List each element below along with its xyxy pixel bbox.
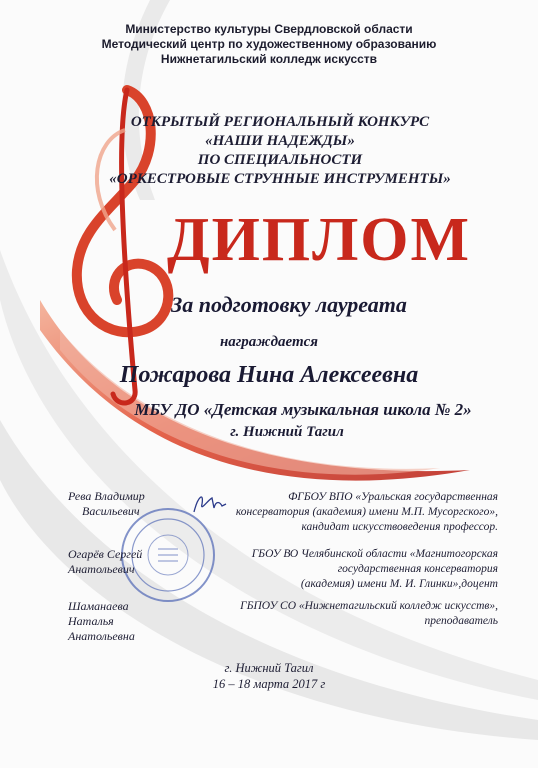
signer-1-desc-line2: консерватория (академия) имени М.П. Мусоргского»,	[235, 506, 498, 518]
contest-line-2: «НАШИ НАДЕЖДЫ»	[205, 133, 355, 149]
footer-city: г. Нижний Тагил	[224, 661, 314, 675]
signer-2-desc-line3: (академия) имени М. И. Глинки»,доцент	[300, 578, 498, 590]
signer-3-name-line2: Наталья	[68, 614, 114, 628]
signer-1-desc-line3: кандидат искусствоведения профессор.	[301, 521, 498, 533]
signer-2-name-line2: Анатольевич	[68, 562, 135, 576]
header-line-ministry: Министерство культуры Свердловской области	[125, 22, 413, 36]
awarded-text: награждается	[219, 334, 319, 350]
signer-3-desc-line2: преподаватель	[424, 615, 498, 627]
school-name: МБУ ДО «Детская музыкальная школа № 2»	[134, 400, 472, 419]
signer-2-name-line1: Огарёв Сергей	[68, 547, 143, 561]
signer-3-desc-line1: ГБПОУ СО «Нижнетагильский колледж искусств»,	[240, 600, 498, 612]
signer-2-desc-line1: ГБОУ ВО Челябинской области «Магнитогорская	[251, 548, 498, 560]
signer-2-desc-line2: государственная консерватория	[337, 563, 498, 575]
diploma-title: ДИПЛОМ	[167, 206, 472, 274]
signer-1-name-line2: Васильевич	[82, 504, 140, 518]
contest-line-4: «ОРКЕСТРОВЫЕ СТРУННЫЕ ИНСТРУМЕНТЫ»	[109, 171, 451, 187]
header-line-center: Методический центр по художественному образованию	[101, 37, 437, 51]
recipient-name: Пожарова Нина Алексеевна	[119, 362, 419, 388]
signer-3-name-line3: Анатольевна	[68, 629, 135, 643]
signer-3-name-line1: Шаманаева	[68, 599, 129, 613]
award-text: За подготовку лауреата	[171, 292, 407, 317]
city-name: г. Нижний Тагил	[230, 424, 344, 440]
header-line-college: Нижнетагильский колледж искусств	[160, 52, 378, 66]
signer-1-name-line1: Рева Владимир	[68, 489, 145, 503]
contest-line-3: ПО СПЕЦИАЛЬНОСТИ	[197, 152, 363, 168]
signer-1-desc-line1: ФГБОУ ВПО «Уральская государственная	[288, 491, 498, 503]
contest-line-1: ОТКРЫТЫЙ РЕГИОНАЛЬНЫЙ КОНКУРС	[130, 114, 430, 130]
signature-icon	[190, 490, 230, 516]
footer-dates: 16 – 18 марта 2017 г	[212, 677, 326, 691]
